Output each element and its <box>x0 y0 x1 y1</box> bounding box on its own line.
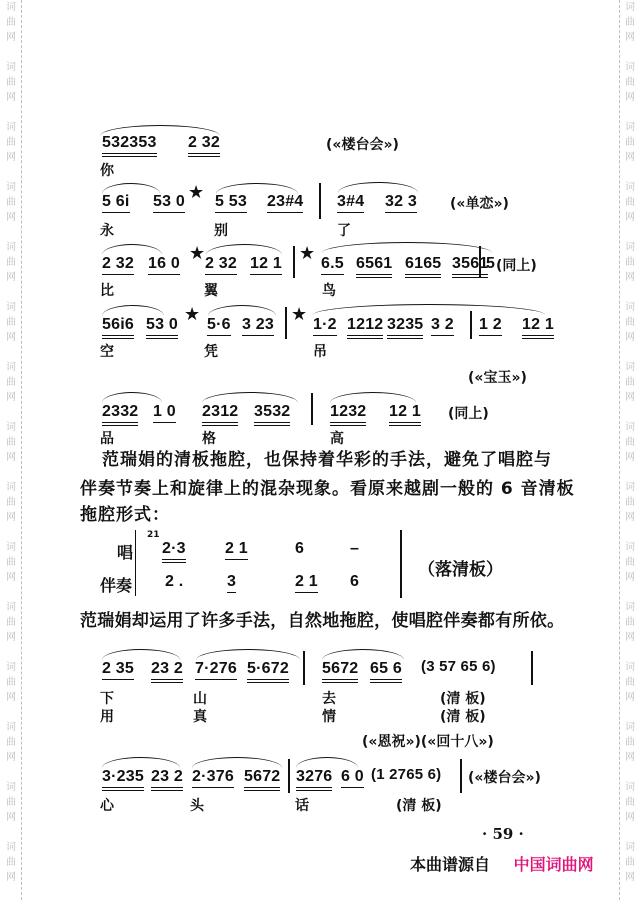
watermark-group <box>3 120 19 180</box>
watermark-group <box>3 180 19 240</box>
watermark-char: 网 <box>6 572 16 583</box>
note-group: 1 2 <box>479 316 502 336</box>
note-group: 5 53 <box>215 193 247 213</box>
watermark-group <box>3 60 19 120</box>
slur <box>196 649 300 660</box>
watermark-char: 词 <box>6 842 16 853</box>
watermark-char: 词 <box>625 542 635 553</box>
note-group: 2 1 <box>225 540 248 560</box>
lyric: 鸟 <box>322 283 336 299</box>
watermark-char: 曲 <box>6 857 16 868</box>
watermark-char: 词 <box>625 842 635 853</box>
lyric: 别 <box>214 223 228 239</box>
star-icon: ★ <box>184 304 201 325</box>
lyric: 你 <box>100 163 114 179</box>
lyric: 比 <box>100 283 114 299</box>
star-icon: ★ <box>299 243 316 264</box>
lyric: 高 <box>330 431 344 447</box>
note-group: 5 <box>486 255 496 272</box>
watermark-char: 网 <box>625 32 635 43</box>
lyric: 下 <box>100 691 114 707</box>
watermark-group <box>622 420 638 480</box>
watermark-char: 网 <box>625 272 635 283</box>
watermark-char: 曲 <box>6 677 16 688</box>
bar-line <box>311 393 313 425</box>
bar-line <box>319 183 321 219</box>
note-group: 3#4 <box>337 193 364 213</box>
note-group: 1232 <box>330 403 366 426</box>
watermark-group <box>3 540 19 600</box>
note-group: 6165 <box>405 255 441 278</box>
note-group: 53 0 <box>153 193 185 213</box>
watermark-char: 词 <box>625 602 635 613</box>
star-icon: ★ <box>188 182 205 203</box>
note-group: 3532 <box>254 403 290 426</box>
watermark-group <box>3 720 19 780</box>
note-group: 2 35 <box>102 660 134 680</box>
note-group: 53 0 <box>146 316 178 339</box>
watermark-group <box>3 600 19 660</box>
source-label: («楼台会») <box>326 137 399 153</box>
slur <box>330 392 416 403</box>
watermark-group <box>622 180 638 240</box>
watermark-char: 词 <box>6 362 16 373</box>
source-label: (同上) <box>496 258 537 274</box>
note-group: 5672 <box>322 660 358 683</box>
watermark-char: 词 <box>625 722 635 733</box>
note-group: 23#4 <box>267 193 303 213</box>
source-credit <box>410 852 594 875</box>
watermark-char: 网 <box>625 152 635 163</box>
lyric: 永 <box>100 223 114 239</box>
note-group: 6.5 <box>321 255 344 275</box>
lyric: 用 <box>100 709 114 725</box>
watermark-char: 曲 <box>6 17 16 28</box>
note-group: 2 1 <box>295 573 318 593</box>
note-group: 3276 <box>296 768 332 791</box>
watermark-char: 词 <box>6 122 16 133</box>
note-group: 3 <box>227 573 236 593</box>
slur <box>206 244 282 255</box>
note-group: 2312 <box>202 403 238 426</box>
lyric: 吊 <box>313 344 327 360</box>
slur <box>322 242 492 253</box>
watermark-char: 曲 <box>6 317 16 328</box>
note-group: 5 6i <box>102 193 130 213</box>
watermark-char: 网 <box>6 212 16 223</box>
interlude: (3 57 65 6) <box>421 658 496 675</box>
note-group: 12 1 <box>389 403 421 426</box>
watermark-char: 网 <box>6 152 16 163</box>
bar-line <box>293 246 295 278</box>
bracket-line <box>135 530 136 596</box>
watermark-char: 词 <box>625 2 635 13</box>
note-group: 1 0 <box>153 403 176 423</box>
watermark-char: 网 <box>625 812 635 823</box>
watermark-char: 词 <box>6 542 16 553</box>
slur <box>102 244 162 255</box>
lyric: 格 <box>202 431 216 447</box>
right-watermark-column <box>622 0 638 900</box>
watermark-char: 词 <box>6 722 16 733</box>
watermark-char: 曲 <box>625 857 635 868</box>
note-group: 65 6 <box>370 660 402 683</box>
paragraph-line: 拖腔形式： <box>80 505 170 525</box>
watermark-char: 曲 <box>625 677 635 688</box>
watermark-char: 网 <box>625 692 635 703</box>
note-group: 2 32 <box>205 255 237 275</box>
slur <box>102 392 162 403</box>
watermark-group <box>622 300 638 360</box>
left-watermark-column <box>3 0 19 900</box>
source-label: («宝玉») <box>468 370 527 386</box>
watermark-group <box>622 540 638 600</box>
watermark-char: 网 <box>625 512 635 523</box>
watermark-char: 网 <box>625 92 635 103</box>
watermark-group <box>622 600 638 660</box>
row-label-sing: 唱 <box>117 543 134 562</box>
slur <box>102 305 164 316</box>
note-group: 6 <box>350 573 360 590</box>
watermark-group <box>3 0 19 60</box>
lyric: 山 <box>193 691 207 707</box>
slur <box>296 757 358 768</box>
lyric: (清 板) <box>396 798 442 814</box>
watermark-char: 网 <box>625 572 635 583</box>
watermark-char: 曲 <box>625 17 635 28</box>
left-margin-line <box>21 0 22 900</box>
watermark-group <box>622 480 638 540</box>
watermark-char: 词 <box>625 62 635 73</box>
watermark-char: 网 <box>6 872 16 883</box>
watermark-group <box>622 360 638 420</box>
watermark-char: 曲 <box>625 797 635 808</box>
note-group: 3235 <box>387 316 423 339</box>
watermark-group <box>622 780 638 840</box>
watermark-group <box>622 840 638 900</box>
lyric: 心 <box>100 798 114 814</box>
watermark-char: 词 <box>6 302 16 313</box>
watermark-char: 曲 <box>6 77 16 88</box>
slur <box>202 392 298 403</box>
watermark-group <box>622 240 638 300</box>
note-group: 1212 <box>347 316 383 339</box>
watermark-char: 网 <box>625 632 635 643</box>
interlude: (1 2765 6) <box>371 766 442 783</box>
watermark-char: 词 <box>6 2 16 13</box>
watermark-char: 网 <box>6 632 16 643</box>
slur <box>102 757 180 768</box>
watermark-char: 网 <box>6 392 16 403</box>
note-group: 2·376 <box>192 768 234 788</box>
source-label: («恩祝»)(«回十八») <box>362 734 494 750</box>
watermark-char: 词 <box>6 242 16 253</box>
note-group: 2 32 <box>188 134 220 157</box>
slur <box>208 305 276 316</box>
watermark-char: 曲 <box>6 437 16 448</box>
watermark-group <box>3 660 19 720</box>
watermark-char: 曲 <box>6 497 16 508</box>
slur <box>338 182 418 193</box>
lyric: (清 板) <box>440 709 486 725</box>
watermark-char: 词 <box>6 62 16 73</box>
table-name: （落清板） <box>418 560 503 580</box>
star-icon: ★ <box>189 243 206 264</box>
watermark-group <box>3 240 19 300</box>
watermark-char: 网 <box>6 812 16 823</box>
watermark-char: 曲 <box>6 137 16 148</box>
note-group: 3 23 <box>242 316 274 336</box>
watermark-char: 曲 <box>6 797 16 808</box>
lyric: 真 <box>193 709 207 725</box>
lyric: 去 <box>322 691 336 707</box>
lyric: 翼 <box>204 283 218 299</box>
watermark-group <box>622 0 638 60</box>
star-icon: ★ <box>291 304 308 325</box>
watermark-char: 网 <box>625 872 635 883</box>
note-group: – <box>350 540 360 557</box>
lyric: 凭 <box>204 344 218 360</box>
note-group: 16 0 <box>148 255 180 275</box>
note-group: 532353 <box>102 134 157 157</box>
bar-line <box>470 311 472 339</box>
lyric: (清 板) <box>440 691 486 707</box>
note-group: 7·276 <box>195 660 237 680</box>
watermark-char: 曲 <box>6 257 16 268</box>
watermark-char: 曲 <box>625 617 635 628</box>
watermark-char: 曲 <box>625 497 635 508</box>
note-group: 2 . <box>165 573 184 590</box>
note-group: 3 2 <box>431 316 454 336</box>
note-group: 6561 <box>356 255 392 278</box>
source-prefix: 本曲谱源自 <box>410 855 491 874</box>
watermark-char: 曲 <box>6 197 16 208</box>
slur <box>102 649 180 660</box>
right-margin-line <box>619 0 620 900</box>
source-site-link[interactable]: 中国词曲网 <box>513 855 594 874</box>
slur <box>322 649 404 660</box>
paragraph-2: 范瑞娟却运用了许多手法，自然地拖腔，使唱腔伴奏都有所依。 <box>80 611 565 631</box>
note-group: 3·235 <box>102 768 144 791</box>
note-group: 32 3 <box>385 193 417 213</box>
paragraph-line: 伴奏节奏上和旋律上的混杂现象。看原来越剧一般的 6 音清板 <box>80 479 575 499</box>
bar-line <box>285 307 287 339</box>
bar-line <box>460 759 462 793</box>
watermark-char: 曲 <box>625 77 635 88</box>
watermark-char: 词 <box>6 662 16 673</box>
watermark-char: 曲 <box>6 617 16 628</box>
note-group: 2 32 <box>102 255 134 275</box>
watermark-char: 网 <box>6 752 16 763</box>
watermark-char: 曲 <box>625 137 635 148</box>
note-group: 1·2 <box>313 316 337 336</box>
slur <box>192 757 282 768</box>
note-group: 5672 <box>244 768 280 791</box>
watermark-char: 词 <box>625 302 635 313</box>
note-group: 2332 <box>102 403 138 426</box>
paragraph-line: 范瑞娟的清板拖腔，也保持着华彩的手法，避免了唱腔与 <box>102 450 552 470</box>
bar-line <box>400 530 402 598</box>
watermark-char: 词 <box>6 182 16 193</box>
watermark-char: 词 <box>6 782 16 793</box>
bar-line <box>288 759 290 793</box>
note-group: 23 2 <box>151 660 183 683</box>
watermark-char: 网 <box>625 752 635 763</box>
watermark-char: 曲 <box>625 377 635 388</box>
watermark-char: 曲 <box>625 737 635 748</box>
note-group: 3561 <box>452 255 488 278</box>
watermark-group <box>3 360 19 420</box>
bar-line <box>531 651 533 685</box>
source-label: (同上) <box>448 406 489 422</box>
watermark-char: 网 <box>6 332 16 343</box>
note-group: 56i6 <box>102 316 134 339</box>
lyric: 了 <box>337 223 351 239</box>
watermark-group <box>3 300 19 360</box>
watermark-char: 词 <box>625 242 635 253</box>
note-group: 5·672 <box>247 660 289 683</box>
note-group: 2·3 <box>162 540 186 563</box>
watermark-char: 曲 <box>625 257 635 268</box>
page-number: · 59 · <box>482 825 524 843</box>
watermark-char: 词 <box>6 422 16 433</box>
watermark-char: 网 <box>6 512 16 523</box>
watermark-char: 曲 <box>6 377 16 388</box>
watermark-char: 网 <box>625 452 635 463</box>
lyric: 头 <box>190 798 204 814</box>
watermark-char: 词 <box>6 602 16 613</box>
watermark-group <box>622 60 638 120</box>
note-group: 6 <box>295 540 305 557</box>
watermark-char: 词 <box>625 482 635 493</box>
watermark-char: 词 <box>625 662 635 673</box>
watermark-group <box>3 480 19 540</box>
watermark-char: 网 <box>6 32 16 43</box>
note-group: 6 0 <box>341 768 364 788</box>
watermark-char: 词 <box>625 422 635 433</box>
source-label: («楼台会») <box>468 770 541 786</box>
watermark-group <box>622 720 638 780</box>
watermark-char: 网 <box>6 452 16 463</box>
note-group: 5·6 <box>207 316 231 336</box>
note-group: 23 2 <box>151 768 183 791</box>
watermark-char: 曲 <box>625 197 635 208</box>
grace-notes: 21 <box>147 530 160 540</box>
watermark-group <box>622 660 638 720</box>
watermark-char: 曲 <box>6 737 16 748</box>
slur <box>313 304 545 315</box>
watermark-char: 词 <box>625 362 635 373</box>
watermark-group <box>3 780 19 840</box>
watermark-char: 曲 <box>625 437 635 448</box>
note-group: 12 1 <box>250 255 282 275</box>
bar-line <box>479 246 481 278</box>
watermark-char: 曲 <box>625 557 635 568</box>
watermark-char: 曲 <box>625 317 635 328</box>
watermark-char: 网 <box>6 92 16 103</box>
lyric: 空 <box>100 344 114 360</box>
lyric: 话 <box>295 798 309 814</box>
watermark-char: 网 <box>625 212 635 223</box>
watermark-char: 网 <box>6 692 16 703</box>
lyric: 品 <box>100 431 114 447</box>
watermark-char: 曲 <box>6 557 16 568</box>
watermark-char: 词 <box>6 482 16 493</box>
watermark-char: 词 <box>625 122 635 133</box>
watermark-group <box>622 120 638 180</box>
watermark-char: 词 <box>625 782 635 793</box>
source-label: («单恋») <box>450 196 509 212</box>
watermark-char: 网 <box>625 392 635 403</box>
bar-line <box>303 651 305 685</box>
note-group: 12 1 <box>522 316 554 339</box>
watermark-group <box>3 420 19 480</box>
lyric: 情 <box>322 709 336 725</box>
watermark-group <box>3 840 19 900</box>
row-label-accompany: 伴奏 <box>100 576 133 595</box>
watermark-char: 网 <box>6 272 16 283</box>
watermark-char: 词 <box>625 182 635 193</box>
watermark-char: 网 <box>625 332 635 343</box>
